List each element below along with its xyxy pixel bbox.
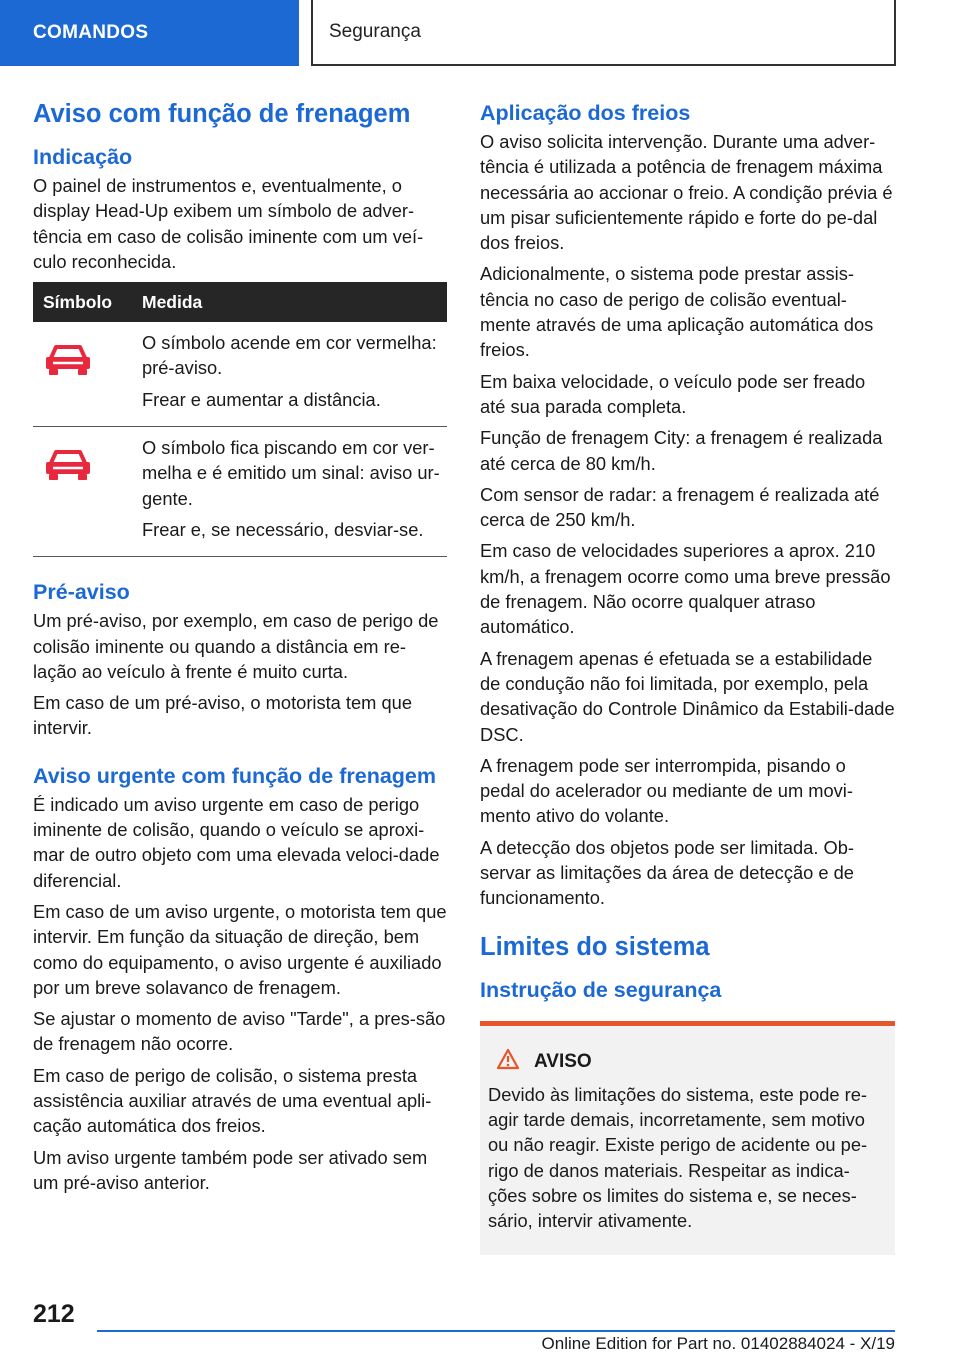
aplicacao-paragraph: A detecção dos objetos pode ser limitada. Ob-servar as limitações da área de detecção e de funcionamento. bbox=[480, 836, 854, 909]
measure-cell bbox=[142, 427, 447, 557]
measure-line: Frear e, se necessário, desviar-se. bbox=[142, 518, 424, 540]
warning-title-row bbox=[496, 1048, 887, 1076]
table-row bbox=[33, 427, 447, 557]
page-number: 212 bbox=[33, 1300, 75, 1328]
measure-line: O símbolo fica piscando em cor ver-melha e é emitido um sinal: aviso ur-gente. bbox=[142, 437, 440, 509]
measure-line: O símbolo acende em cor vermelha: pré-aviso. bbox=[142, 332, 437, 379]
limites-heading: Limites do sistema bbox=[480, 932, 710, 961]
aplicacao-paragraph: Em baixa velocidade, o veículo pode ser freado até sua parada completa. bbox=[480, 370, 866, 417]
car-warning-icon bbox=[43, 365, 93, 382]
footer-edition: Online Edition for Part no. 01402884024 - X/19 bbox=[541, 1334, 895, 1353]
urgente-paragraph: Se ajustar o momento de aviso "Tarde", a pres-são de frenagem não ocorre. bbox=[33, 1008, 446, 1055]
preaviso-paragraph: Um pré-aviso, por exemplo, em caso de perigo de colisão iminente ou quando a distância em re-lação ao veículo à frente é muito curta. bbox=[33, 610, 439, 682]
section-title: Segurança bbox=[311, 0, 896, 66]
icon-cell bbox=[33, 427, 142, 557]
measure-line: Frear e aumentar a distância. bbox=[142, 388, 381, 410]
table-row bbox=[33, 322, 447, 426]
urgente-paragraph: Em caso de um aviso urgente, o motorista tem que intervir. Em função da situação de direção, bem como do equipamento, o aviso urgente é auxiliado por um breve solavanco de frenagem. bbox=[33, 900, 447, 998]
symbol-table bbox=[33, 282, 447, 557]
icon-cell bbox=[33, 322, 142, 426]
right-column bbox=[480, 100, 895, 1255]
table-header-medida: Medida bbox=[142, 282, 447, 322]
preaviso-paragraph: Em caso de um pré-aviso, o motorista tem que intervir. bbox=[33, 692, 412, 739]
indicacao-text: O painel de instrumentos e, eventualmente, o display Head-Up exibem um símbolo de adver-tência em caso de colisão iminente com um veí-culo reconhecida. bbox=[33, 175, 424, 272]
footer-divider bbox=[97, 1330, 895, 1332]
aplicacao-paragraph: Adicionalmente, o sistema pode prestar assis-tência no caso de perigo de colisão eventual-mente através de uma aplicação automática dos freios. bbox=[480, 263, 874, 361]
chapter-tab: COMANDOS bbox=[0, 0, 299, 66]
car-warning-blinking-icon bbox=[43, 470, 93, 487]
aplicacao-paragraph: A frenagem apenas é efetuada se a estabilidade de condução não foi limitada, por exemplo, pela desativação do Controle Dinâmico da Estabili-dade DSC. bbox=[480, 647, 895, 745]
seguranca-subheading: Instrução de segurança bbox=[480, 977, 722, 1002]
warning-text: Devido às limitações do sistema, este pode re-agir tarde demais, incorretamente, sem motivo ou não reagir. Existe perigo de acidente ou pe-rigo de danos materiais. Respeitar as indica-ções sobre os limites do sistema e, se neces-sário, intervir ativamente. bbox=[488, 1083, 868, 1232]
aplicacao-paragraph: O aviso solicita intervenção. Durante uma adver-tência é utilizada a potência de frenagem máxima necessária ao accionar o freio. A condição prévia é um pisar suficientemente rápido e forte do pe-dal dos freios. bbox=[480, 131, 893, 254]
warning-title: AVISO bbox=[534, 1050, 592, 1072]
aplicacao-paragraph: Com sensor de radar: a frenagem é realizada até cerca de 250 km/h. bbox=[480, 483, 880, 531]
left-column bbox=[33, 100, 447, 1201]
urgente-paragraph: É indicado um aviso urgente em caso de perigo iminente de colisão, quando o veículo se aproxi-mar de outro objeto com uma elevada veloci-dade diferencial. bbox=[33, 793, 440, 891]
aplicacao-paragraph: Função de frenagem City: a frenagem é realizada até cerca de 80 km/h. bbox=[480, 427, 883, 474]
indicacao-heading: Indicação bbox=[33, 145, 133, 169]
preaviso-heading: Pré-aviso bbox=[33, 580, 130, 605]
warning-triangle-icon bbox=[496, 1048, 534, 1076]
main-title: Aviso com função de frenagem bbox=[33, 100, 411, 128]
table-header-simbolo: Símbolo bbox=[33, 282, 142, 322]
aplicacao-paragraph: Em caso de velocidades superiores a aprox. 210 km/h, a frenagem ocorre como uma breve pressão de frenagem. Não ocorre qualquer atraso automático. bbox=[480, 540, 891, 638]
urgente-paragraph: Um aviso urgente também pode ser ativado sem um pré-aviso anterior. bbox=[33, 1146, 428, 1193]
aplicacao-paragraph: A frenagem pode ser interrompida, pisando o pedal do acelerador ou mediante de um movi-mento ativo do volante. bbox=[480, 754, 853, 827]
urgente-heading: Aviso urgente com função de frenagem bbox=[33, 763, 437, 788]
aplicacao-heading: Aplicação dos freios bbox=[480, 101, 691, 125]
urgente-paragraph: Em caso de perigo de colisão, o sistema presta assistência auxiliar através de uma eventual apli-cação automática dos freios. bbox=[33, 1064, 432, 1137]
measure-cell bbox=[142, 322, 447, 426]
warning-box bbox=[480, 1021, 895, 1256]
